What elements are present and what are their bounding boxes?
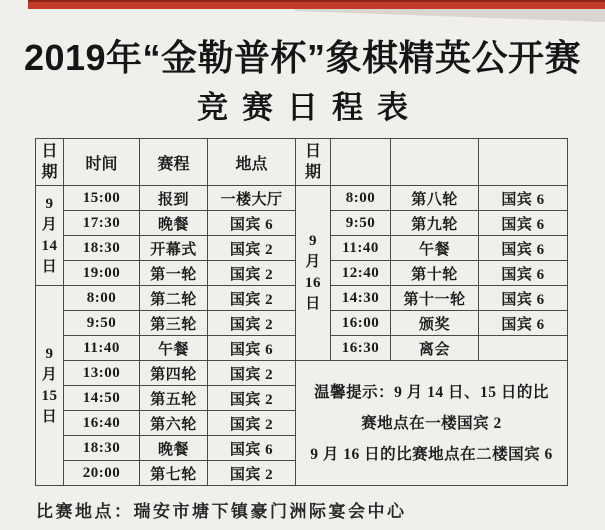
time-cell: 8:00 (331, 186, 391, 211)
event-cell: 第五轮 (140, 386, 208, 411)
header-schedule: 赛程 (140, 139, 208, 186)
time-cell: 16:00 (331, 311, 391, 336)
event-cell: 晚餐 (140, 436, 208, 461)
date-char: 15 (41, 387, 58, 404)
date-char: 9 (45, 195, 54, 212)
page-fold-shadow (295, 9, 605, 22)
venue-cell: 国宾 6 (479, 261, 568, 286)
venue-cell: 国宾 6 (479, 186, 568, 211)
time-cell: 13:00 (64, 361, 140, 386)
header-date-char: 期 (41, 164, 58, 181)
date-cell-sep15 (36, 286, 64, 486)
event-cell: 第八轮 (391, 186, 479, 211)
reminder-note-line: 赛地点在一楼国宾 2 (361, 414, 502, 432)
date-char: 16 (305, 275, 321, 291)
venue-cell: 国宾 6 (479, 211, 568, 236)
event-cell: 离会 (391, 336, 479, 361)
venue-cell: 国宾 2 (208, 411, 296, 436)
date-char: 日 (305, 296, 321, 312)
time-cell: 14:30 (331, 286, 391, 311)
event-cell: 第十轮 (391, 261, 479, 286)
header-time: 时间 (64, 139, 140, 186)
event-cell: 第六轮 (140, 411, 208, 436)
venue-cell: 国宾 2 (208, 286, 296, 311)
header-date-char: 期 (304, 164, 321, 181)
event-cell: 第七轮 (140, 461, 208, 486)
time-cell: 19:00 (64, 261, 140, 286)
date-char: 9 (45, 345, 54, 362)
header-venue: 地点 (208, 139, 296, 186)
competition-venue-line: 比赛地点：瑞安市塘下镇豪门洲际宴会中心 (36, 502, 407, 521)
table-header-row (36, 139, 568, 186)
date-char: 月 (41, 366, 58, 383)
event-cell: 午餐 (391, 236, 479, 261)
header-empty-venue (479, 139, 568, 186)
venue-cell: 国宾 2 (208, 261, 296, 286)
header-empty-time (331, 139, 391, 186)
venue-cell: 国宾 2 (208, 236, 296, 261)
event-cell: 第四轮 (140, 361, 208, 386)
page-subtitle: 竞赛日程表 (197, 90, 422, 125)
schedule-table (35, 138, 568, 486)
top-red-banner-bar (28, 0, 605, 9)
event-cell: 颁奖 (391, 311, 479, 336)
venue-cell: 国宾 6 (208, 436, 296, 461)
time-cell: 15:00 (64, 186, 140, 211)
table-row (36, 186, 568, 211)
table-row (36, 361, 568, 386)
date-cell-sep16 (296, 186, 331, 361)
venue-cell: 国宾 2 (208, 386, 296, 411)
venue-cell (479, 336, 568, 361)
venue-cell: 一楼大厅 (208, 186, 296, 211)
time-cell: 14:50 (64, 386, 140, 411)
reminder-note-line: 9 月 16 日的比赛地点在二楼国宾 6 (310, 445, 553, 463)
page-title: 2019年“金勒普杯”象棋精英公开赛 (23, 37, 582, 78)
event-cell: 报到 (140, 186, 208, 211)
time-cell: 12:40 (331, 261, 391, 286)
header-date-char: 日 (41, 143, 58, 160)
venue-cell: 国宾 6 (479, 236, 568, 261)
venue-cell: 国宾 6 (208, 211, 296, 236)
time-cell: 9:50 (331, 211, 391, 236)
time-cell: 16:40 (64, 411, 140, 436)
venue-cell: 国宾 2 (208, 361, 296, 386)
time-cell: 8:00 (64, 286, 140, 311)
venue-cell: 国宾 6 (479, 286, 568, 311)
time-cell: 18:30 (64, 436, 140, 461)
time-cell: 18:30 (64, 236, 140, 261)
event-cell: 晚餐 (140, 211, 208, 236)
event-cell: 第十一轮 (391, 286, 479, 311)
reminder-note-line: 温馨提示：9 月 14 日、15 日的比 (314, 383, 549, 401)
event-cell: 第一轮 (140, 261, 208, 286)
time-cell: 9:50 (64, 311, 140, 336)
date-char: 9 (309, 233, 317, 249)
date-cell-sep14 (36, 186, 64, 286)
header-date-left (36, 139, 64, 186)
header-date-char: 日 (304, 143, 321, 160)
time-cell: 16:30 (331, 336, 391, 361)
date-char: 日 (41, 258, 58, 275)
date-char: 月 (41, 216, 58, 233)
venue-cell: 国宾 6 (479, 311, 568, 336)
reminder-note (296, 361, 568, 486)
venue-cell: 国宾 2 (208, 461, 296, 486)
date-char: 日 (41, 408, 58, 425)
time-cell: 11:40 (64, 336, 140, 361)
event-cell: 第九轮 (391, 211, 479, 236)
date-char: 月 (305, 254, 321, 270)
header-empty-schedule (391, 139, 479, 186)
date-char: 14 (41, 237, 58, 254)
event-cell: 开幕式 (140, 236, 208, 261)
venue-cell: 国宾 2 (208, 311, 296, 336)
time-cell: 17:30 (64, 211, 140, 236)
time-cell: 20:00 (64, 461, 140, 486)
venue-cell: 国宾 6 (208, 336, 296, 361)
event-cell: 第二轮 (140, 286, 208, 311)
event-cell: 午餐 (140, 336, 208, 361)
event-cell: 第三轮 (140, 311, 208, 336)
time-cell: 11:40 (331, 236, 391, 261)
header-date-right (296, 139, 331, 186)
